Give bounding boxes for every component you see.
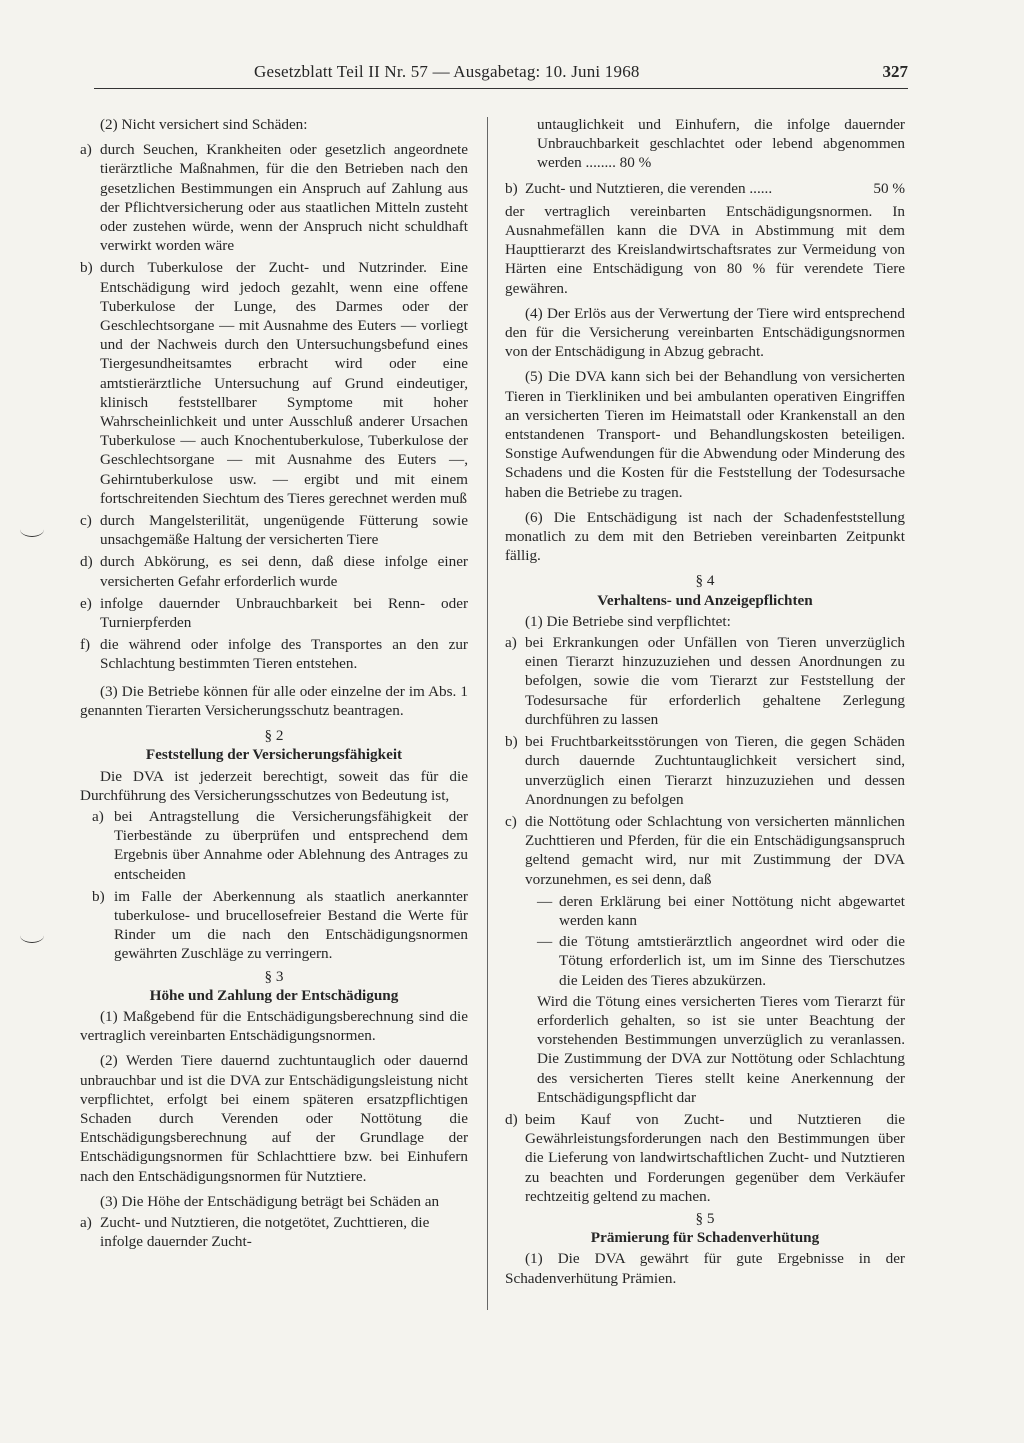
item-text: im Falle der Aberkennung als staatlich anerkannter tuberkulose- und brucellosefreier Bestand die Werte für Rinder um die nach den Entschädigungsnormen gewährten Zuschläge zu verringern.	[114, 887, 468, 963]
paragraph: (1) Maßgebend für die Entschädigungsberechnung sind die vertraglich vereinbarten Entschädigungsnormen.	[80, 1007, 468, 1045]
paragraph: (6) Die Entschädigung ist nach der Schadenfeststellung monatlich zu dem mit den Betrieben vereinbarten Zeitpunkt fällig.	[505, 508, 905, 565]
item-text: infolge dauernder Unbrauchbarkeit bei Renn- oder Turnierpferden	[100, 594, 468, 632]
list-item	[80, 594, 468, 632]
list-item	[80, 635, 468, 673]
page-number: 327	[882, 62, 908, 81]
item-label: b)	[80, 259, 93, 277]
item-text: bei Fruchtbarkeitsstörungen von Tieren, die gegen Schäden durch dauernde Zuchtuntauglichkeit versichert sind, unverzüglich einen Tierarzt hinzuzuziehen und dessen Anordnungen zu befolgen	[525, 733, 905, 808]
section-number: § 3	[264, 967, 284, 985]
paragraph: (4) Der Erlös aus der Verwertung der Tiere wird entsprechend den für die Versicherung vereinbarten Entschädigungsnormen von der Entschädigung in Abzug gebracht.	[505, 304, 905, 361]
item-text: Zucht- und Nutztieren, die notgetötet, Zuchttieren, die infolge dauernder Zucht-	[100, 1213, 430, 1251]
paragraph: (1) Die DVA gewährt für gute Ergebnisse in der Schadenverhütung Prämien.	[505, 1250, 905, 1287]
paragraph: (1) Die Betriebe sind verpflichtet:	[525, 612, 731, 630]
page-header	[94, 58, 908, 89]
leader-dots: ........	[585, 154, 616, 172]
item-text-row	[525, 179, 905, 198]
item-text: Zucht- und Nutztieren, die verenden	[525, 179, 746, 197]
section-number: § 2	[264, 727, 284, 745]
margin-mark	[20, 928, 44, 943]
list-item	[505, 633, 905, 729]
item-label: a)	[80, 1213, 92, 1231]
margin-mark	[20, 522, 44, 537]
item-label: a)	[92, 807, 104, 825]
left-column	[80, 115, 468, 1254]
list-item	[80, 511, 468, 549]
item-text: die während oder infolge des Transportes an den zur Schlachtung bestimmten Tieren entstehen.	[100, 636, 468, 673]
list-item	[505, 1110, 905, 1206]
paragraph: Wird die Tötung eines versicherten Tieres vom Tierarzt für erforderlich gehalten, so ist sie unter Beachtung der vorstehenden Bestimmungen unverzüglich zu veranlassen. Die Zustimmung der DVA zur Nottötung oder Schlachtung des versicherten Tieres stellt keine Anerkennung der Entschädigungspflicht dar	[537, 992, 905, 1106]
item-text: die Nottötung oder Schlachtung von versicherten männlichen Zuchttieren und Pferden, für die ein Entschädigungsanspruch geltend gemacht wird, nur mit Zustimmung der DVA vorzunehmen, es sei denn, daß	[525, 812, 905, 888]
item-label: b)	[505, 733, 518, 751]
percentage: 80 %	[619, 154, 652, 172]
paragraph: (3) Die Höhe der Entschädigung beträgt bei Schäden an	[100, 1192, 440, 1210]
list-item	[80, 258, 468, 508]
section-heading: Höhe und Zahlung der Entschädigung	[149, 986, 399, 1004]
paragraph: der vertraglich vereinbarten Entschädigungsnormen. In Ausnahmefällen kann die DVA in Abstimmung mit dem Haupttierarzt des Kreislandwirtschaftsrates zur Vermeidung von Härten eine Entschädigung von 80 % für verendete Tiere gewähren.	[505, 202, 905, 297]
item-label: f)	[80, 636, 91, 654]
paragraph: (3) Die Betriebe können für alle oder einzelne der im Abs. 1 genannten Tierarten Versicherungsschutz beantragen.	[80, 682, 468, 719]
paragraph: (5) Die DVA kann sich bei der Behandlung von versicherten Tieren in Tierkliniken und bei ambulanten operativen Eingriffen an versicherten Tieren im Heimatstall oder Krankenstall an den entstandenen Transport- und Behandlungskosten beteiligen. Sonstige Aufwendungen für die Abwendung oder Minderung des Schadens und die Kosten für die Feststellung der Todesursache haben die Betriebe zu tragen.	[505, 368, 905, 501]
dash-label: —	[537, 933, 553, 951]
item-text: bei Erkrankungen oder Unfällen von Tieren unverzüglich einen Tierarzt hinzuzuziehen und dessen Anordnungen zu befolgen, sowie die vom Tierarzt zur Feststellung der Todesursache für erforderlich gehaltene Zerlegung durchführen zu lassen	[525, 634, 905, 728]
item-label: e)	[80, 594, 92, 612]
paragraph: Die DVA ist jederzeit berechtigt, soweit das für die Durchführung des Versicherungsschutzes von Bedeutung ist,	[80, 767, 468, 804]
item-label: b)	[505, 179, 518, 197]
list-item	[80, 1213, 468, 1251]
item-label: a)	[80, 141, 92, 159]
section-number: § 4	[695, 572, 715, 590]
section-heading: Verhaltens- und Anzeigepflichten	[597, 591, 813, 609]
item-label: a)	[505, 634, 517, 652]
list-item	[92, 807, 468, 884]
dash-text: die Tötung amtstierärztlich angeordnet wird oder die Tötung erforderlich ist, um im Sinne des Tierschutzes die Leiden des Tieres abzukürzen.	[559, 933, 905, 989]
dash-item	[537, 932, 905, 990]
list-item	[505, 812, 905, 889]
item-label: c)	[505, 812, 517, 830]
section-number: § 5	[695, 1209, 715, 1227]
dash-text: deren Erklärung bei einer Nottötung nicht abgewartet werden kann	[559, 892, 905, 929]
list-item	[505, 179, 905, 198]
list-item	[80, 552, 468, 590]
dash-item	[537, 892, 905, 930]
leader-dots: ......	[749, 179, 773, 197]
percentage: 50 %	[873, 179, 905, 197]
dash-label: —	[537, 892, 553, 910]
item-label: c)	[80, 512, 92, 530]
item-text: durch Abkörung, es sei denn, daß diese infolge einer versicherten Gefahr erforderlich wurde	[100, 553, 468, 590]
item-text: untauglichkeit und Einhufern, die infolge dauernder Unbrauchbarkeit geschlachtet oder lebend abgenommen werden	[537, 116, 905, 172]
item-text: durch Tuberkulose der Zucht- und Nutzrinder. Eine Entschädigung wird jedoch gezahlt, wenn eine offene Tuberkulose der Lunge, des Darmes oder der Geschlechtsorgane — mit Ausnahme des Euters — vorliegt und der Nachweis durch den Untersuchungsbefund eines Tiergesundheitsamtes erbracht wird oder eine amtstierärztliche Untersuchung auf Grund eindeutiger, klinisch feststellbarer Symptome mit hoher Wahrscheinlichkeit und unter Ausschluß anderer Ursachen Tuberkulose — auch Knochentuberkulose, Tuberkulose der Geschlechtsorgane — mit Ausnahme des Euters —, Gehirntuberkulose usw. — ergibt und mit einem fortschreitenden Siechtum des Tieres gerechnet werden muß	[100, 259, 468, 507]
paragraph: (2) Werden Tiere dauernd zuchtuntauglich oder dauernd unbrauchbar und ist die DVA zur Entschädigungsleistung nicht verpflichtet, erfolgt bei einem späteren ersatzpflichtigen Schaden durch Verenden oder Nottötung die Entschädigungsberechnung auf der Grundlage der Entschädigungsnormen für Schlachttiere bzw. bei Einhufern nach den Entschädigungsnormen für Nutztiere.	[80, 1052, 468, 1185]
item-label: d)	[80, 553, 93, 571]
list-item	[505, 732, 905, 809]
item-text: bei Antragstellung die Versicherungsfähigkeit der Tierbestände zu überprüfen und entsprechend dem Ergebnis über Annahme oder Ablehnung des Antrages zu entscheiden	[114, 807, 468, 883]
list-item	[92, 887, 468, 964]
paragraph: (2) Nicht versichert sind Schäden:	[100, 116, 308, 133]
header-title: Gesetzblatt Teil II Nr. 57 — Ausgabetag: 10. Juni 1968	[254, 62, 640, 81]
section-heading: Feststellung der Versicherungsfähigkeit	[145, 746, 403, 764]
right-column	[505, 115, 905, 1294]
list-item	[80, 140, 468, 255]
continued-item	[537, 115, 905, 173]
item-text: beim Kauf von Zucht- und Nutztieren die Gewährleistungsforderungen nach den Bestimmungen über die Lieferung von landwirtschaftlichen Zucht- und Nutztieren zu beachten und Forderungen gegenüber dem Verkäufer rechtzeitig geltend zu machen.	[525, 1110, 905, 1205]
item-text: durch Seuchen, Krankheiten oder gesetzlich angeordnete tierärztliche Maßnahmen, für die den Betrieben nach den gesetzlichen Bestimmungen ein Anspruch auf Zahlung aus der Pflichtversicherung oder aus staatlichen Mitteln zusteht oder zustehen würde, wenn der Anspruch nicht schuldhaft verwirkt worden wäre	[100, 141, 468, 255]
item-label: d)	[505, 1110, 518, 1128]
item-text: durch Mangelsterilität, ungenügende Fütterung sowie unsachgemäße Haltung der versicherten Tiere	[100, 512, 468, 549]
column-divider	[487, 117, 488, 1310]
item-label: b)	[92, 887, 105, 905]
section-heading: Prämierung für Schadenverhütung	[590, 1229, 820, 1247]
